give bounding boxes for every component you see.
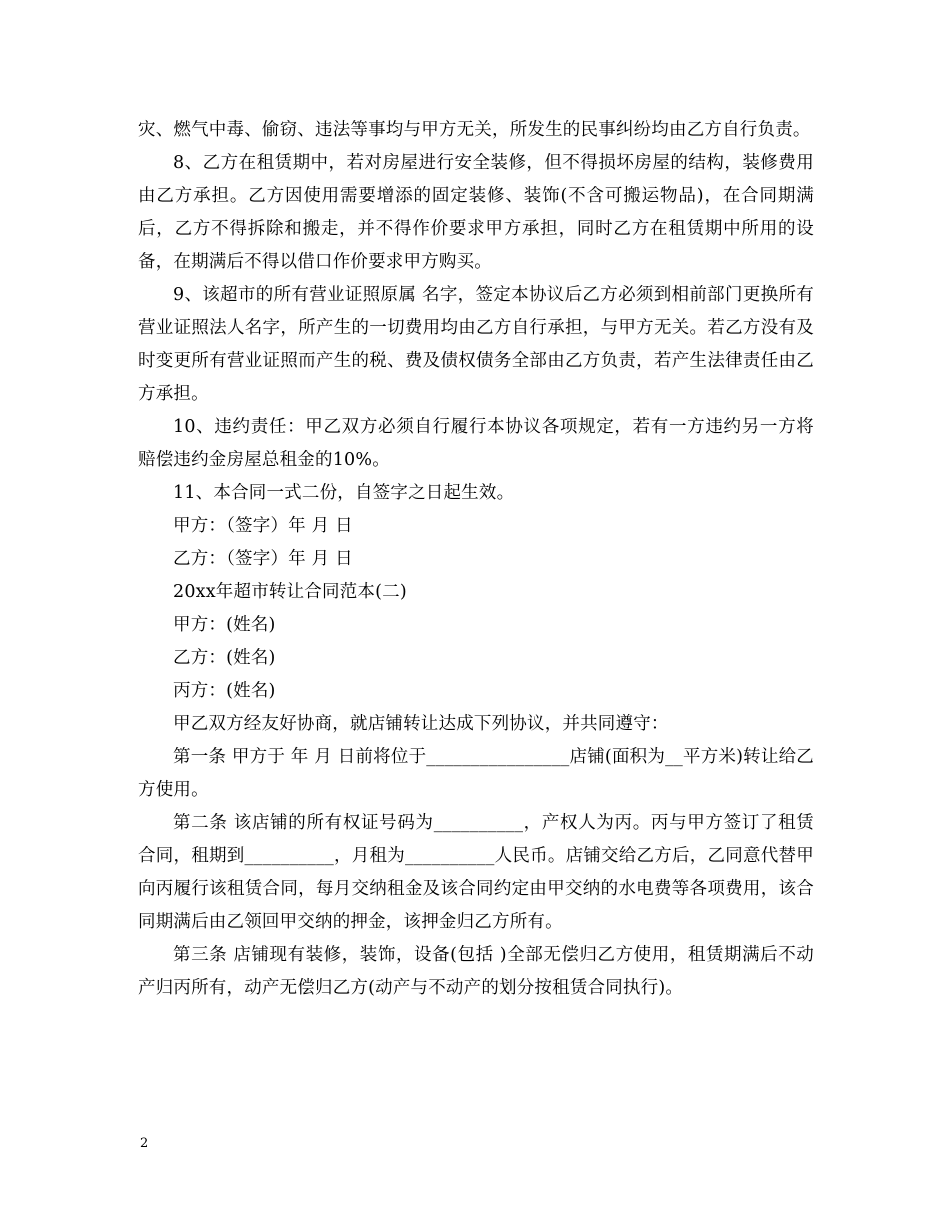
page-number: 2 [140,1136,149,1151]
paragraph-13: 第一条 甲方于 年 月 日前将位于________________店铺(面积为__平方米)转让给乙方使用。 [138,747,814,800]
paragraph-7: 乙方：（签字）年 月 日 [173,549,353,569]
paragraph-9: 甲方：(姓名) [173,615,276,635]
paragraph-4: 10、违约责任：甲乙双方必须自行履行本协议各项规定，若有一方违约另一方将赔偿违约金房屋总租金的10%。 [138,417,814,470]
paragraph-1: 灾、燃气中毒、偷窃、违法等事均与甲方无关，所发生的民事纠纷均由乙方自行负责。 [138,120,811,140]
paragraph-8: 20xx年超市转让合同范本(二) [173,582,407,602]
paragraph-2: 8、乙方在租赁期中，若对房屋进行安全装修，但不得损坏房屋的结构，装修费用由乙方承担。乙方因使用需要增添的固定装修、装饰(不含可搬运物品)，在合同期满后，乙方不得拆除和搬走，并不得作价要求甲方承担，同时乙方在租赁期中所用的设备，在期满后不得以借口作价要求甲方购买。 [138,153,814,272]
document-body [138,114,814,1005]
paragraph-6: 甲方：（签字）年 月 日 [173,516,353,536]
paragraph-12: 甲乙双方经友好协商，就店铺转让达成下列协议，并共同遵守： [173,714,669,734]
paragraph-15: 第三条 店铺现有装修，装饰，设备(包括 )全部无偿归乙方使用，租赁期满后不动产归丙所有，动产无偿归乙方(动产与不动产的划分按租赁合同执行)。 [138,945,814,998]
paragraph-10: 乙方：(姓名) [173,648,276,668]
paragraph-11: 丙方：(姓名) [173,681,276,701]
paragraph-14: 第二条 该店铺的所有权证号码为__________，产权人为丙。丙与甲方签订了租赁合同，租期到__________，月租为__________人民币。店铺交给乙方后，乙同意代替甲向丙履行该租赁合同，每月交纳租金及该合同约定由甲交纳的水电费等各项费用，该合同期满后由乙领回甲交纳的押金，该押金归乙方所有。 [138,813,814,932]
paragraph-3: 9、该超市的所有营业证照原属 名字，签定本协议后乙方必须到相前部门更换所有营业证照法人名字，所产生的一切费用均由乙方自行承担，与甲方无关。若乙方没有及时变更所有营业证照而产生的税、费及债权债务全部由乙方负责，若产生法律责任由乙方承担。 [138,285,814,404]
paragraph-5: 11、本合同一式二份，自签字之日起生效。 [173,483,515,503]
